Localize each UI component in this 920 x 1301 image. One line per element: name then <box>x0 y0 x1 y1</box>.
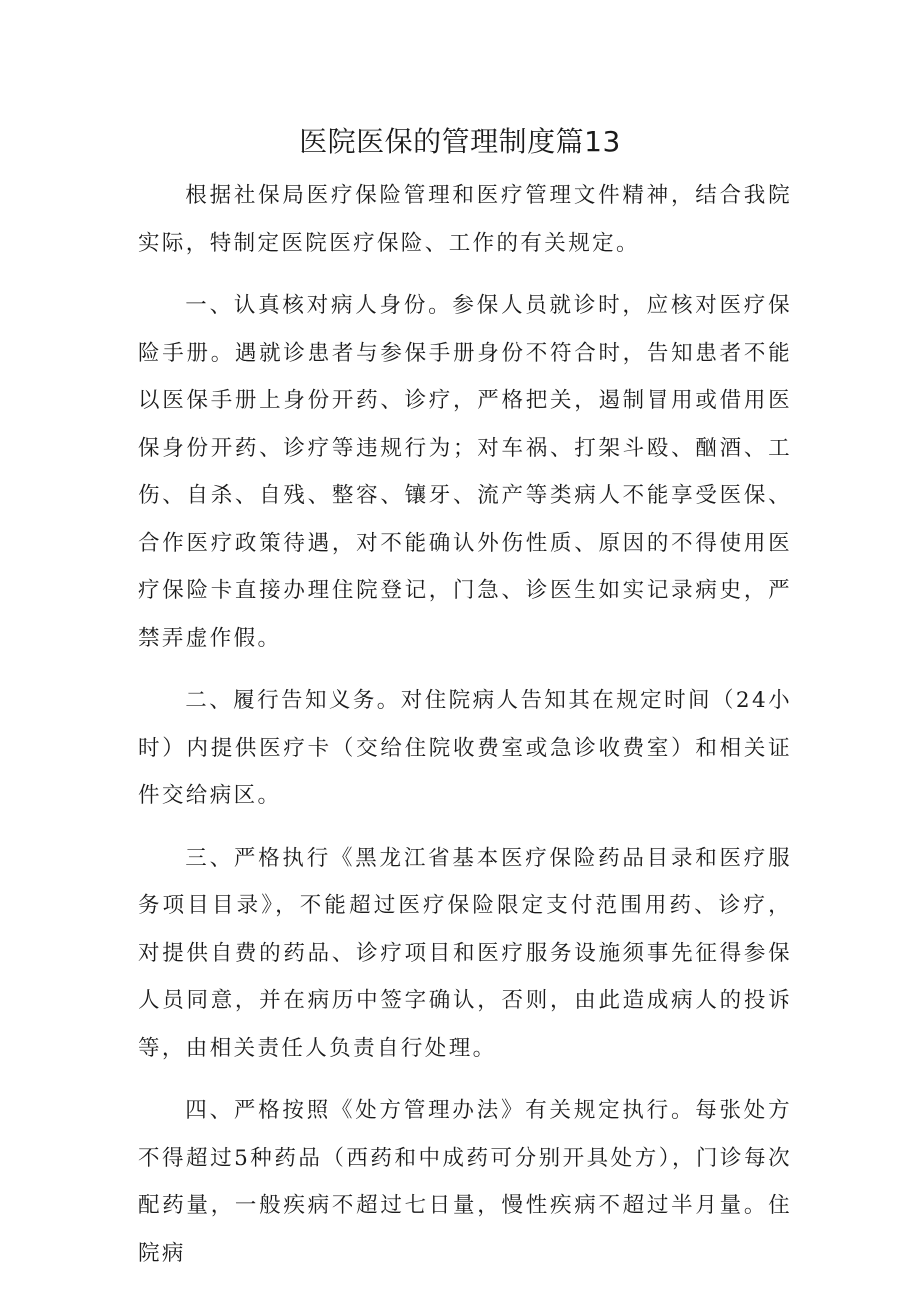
paragraph-4-prescription-rules: 四、严格按照《处方管理办法》有关规定执行。每张处方不得超过5种药品（西药和中成药可分别开具处方），门诊每次配药量，一般疾病不超过七日量，慢性疾病不超过半月量。住院病 <box>138 1098 792 1266</box>
paragraph-2-notification-duty: 二、履行告知义务。对住院病人告知其在规定时间（24小时）内提供医疗卡（交给住院收费室或急诊收费室）和相关证件交给病区。 <box>138 688 792 808</box>
paragraph-1-identity-check: 一、认真核对病人身份。参保人员就诊时，应核对医疗保险手册。遇就诊患者与参保手册身份不符合时，告知患者不能以医保手册上身份开药、诊疗，严格把关，遏制冒用或借用医保身份开药、诊疗等违规行为；对车祸、打架斗殴、酗酒、工伤、自杀、自残、整容、镶牙、流产等类病人不能享受医保、合作医疗政策待遇，对不能确认外伤性质、原因的不得使用医疗保险卡直接办理住院登记，门急、诊医生如实记录病史，严禁弄虚作假。 <box>138 293 792 651</box>
paragraph-3-drug-catalog: 三、严格执行《黑龙江省基本医疗保险药品目录和医疗服务项目目录》，不能超过医疗保险限定支付范围用药、诊疗，对提供自费的药品、诊疗项目和医疗服务设施须事先征得参保人员同意，并在病历中签字确认，否则，由此造成病人的投诉等，由相关责任人负责自行处理。 <box>138 845 792 1061</box>
paragraph-intro: 根据社保局医疗保险管理和医疗管理文件精神，结合我院实际，特制定医院医疗保险、工作的有关规定。 <box>138 183 792 256</box>
document-title: 医院医保的管理制度篇13 <box>299 125 621 158</box>
document-body <box>138 172 792 1292</box>
